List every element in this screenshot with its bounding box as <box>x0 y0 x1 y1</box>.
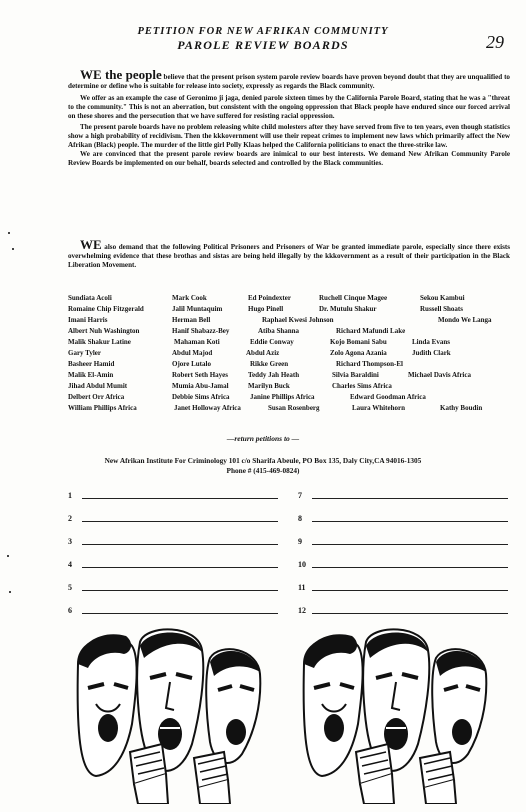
signature-number: 8 <box>298 514 302 523</box>
intro-text <box>68 67 510 168</box>
prisoner-name: Hanif Shabazz-Bey <box>172 327 230 335</box>
signature-number: 9 <box>298 537 302 546</box>
prisoner-name: Marilyn Buck <box>248 382 290 390</box>
prisoner-name: Jihad Abdul Mumit <box>68 382 128 390</box>
prisoner-name: Zolo Agona Azania <box>330 349 387 357</box>
prisoner-name: Richard Mafundi Lake <box>336 327 406 335</box>
page-number: 29 <box>486 32 504 52</box>
signature-line-11[interactable] <box>298 578 508 594</box>
shouting-face-icon <box>78 634 137 776</box>
scan-mark <box>9 591 11 593</box>
signature-blank[interactable] <box>82 590 278 591</box>
petition-title-line1: PETITION FOR NEW AFRIKAN COMMUNITY <box>137 26 389 37</box>
signature-number: 6 <box>68 606 72 615</box>
intro-paragraph-1 <box>68 67 510 91</box>
prisoner-name: Silvia Baraldini <box>332 371 379 379</box>
we-the-people-lead: WE the people <box>80 67 162 82</box>
intro-paragraph-3: The present parole boards have no problem releasing white child molesters after they have served from five to ten years, even though statistics show a high probability of recidivism. Then the kkkovernment will use their repeat crimes to implement new laws which primarily affect the New Afrikan (Black) people. The murder of the little girl Polly Klaas helped the California politicians to enact the three-strike law. <box>68 123 510 149</box>
petition-title-line2: PAROLE REVIEW BOARDS <box>177 38 349 52</box>
signature-line-1[interactable] <box>68 486 278 502</box>
demand-paragraph-text: also demand that the following Political Prisoners and Prisoners of War be granted immediate parole, especially since there exists overwhelming evidence that these brothas and sistas are being held illegally by the kkkovernment as a result of their participation in the Black Liberation Movement. <box>68 243 510 269</box>
signature-blank[interactable] <box>312 613 508 614</box>
prisoner-name: Delbert Orr Africa <box>68 393 125 401</box>
prisoner-name: Gary Tyler <box>68 349 101 357</box>
signature-line-3[interactable] <box>68 532 278 548</box>
signature-number: 12 <box>298 606 306 615</box>
signature-line-12[interactable] <box>298 601 508 617</box>
demand-paragraph <box>68 237 510 270</box>
prisoner-name: Abdul Majod <box>172 349 213 357</box>
prisoner-name: Janet Holloway Africa <box>174 404 241 412</box>
prisoner-name: Sekou Kambui <box>420 294 465 302</box>
signature-line-4[interactable] <box>68 555 278 571</box>
prisoner-name: Jalil Muntaquim <box>172 305 223 313</box>
signature-number: 1 <box>68 491 72 500</box>
prisoner-name: Charles Sims Africa <box>332 382 392 390</box>
prisoner-name: Albert Nuh Washington <box>68 327 140 335</box>
prisoner-name: Russell Shoats <box>420 305 463 313</box>
phone-line: Phone # (415-469-0824) <box>226 465 300 475</box>
prisoner-name: Herman Bell <box>172 316 211 324</box>
prisoner-name: Abdul Aziz <box>246 349 280 357</box>
prisoner-name: Mark Cook <box>172 294 207 302</box>
signature-line-6[interactable] <box>68 601 278 617</box>
prisoner-name: Robert Seth Hayes <box>172 371 228 379</box>
prisoner-name: Teddy Jah Heath <box>248 371 300 379</box>
signature-line-2[interactable] <box>68 509 278 525</box>
prisoner-name: William Phillips Africa <box>68 404 137 412</box>
prisoner-name: Edward Goodman Africa <box>350 393 426 401</box>
signature-blank[interactable] <box>312 498 508 499</box>
signature-line-9[interactable] <box>298 532 508 548</box>
raised-fist-icon <box>194 752 230 804</box>
prisoner-name: Dr. Mutulu Shakur <box>319 305 377 313</box>
return-petitions-label: —return petitions to — <box>226 434 300 443</box>
prisoner-name: Michael Davis Africa <box>408 371 471 379</box>
raised-fist-icon <box>420 752 456 804</box>
signature-blank[interactable] <box>82 521 278 522</box>
prisoner-name: Mondo We Langa <box>438 316 492 324</box>
prisoner-name: Rikke Green <box>250 360 289 368</box>
prisoner-name: Laura Whitehorn <box>352 404 405 412</box>
signature-blank[interactable] <box>82 498 278 499</box>
prisoner-name: Malik Shakur Latine <box>68 338 131 346</box>
return-address <box>0 456 526 475</box>
signature-blank[interactable] <box>82 544 278 545</box>
prisoner-name: Linda Evans <box>412 338 450 346</box>
prisoner-name: Mumia Abu-Jamal <box>172 382 229 390</box>
shouting-face-icon <box>304 634 363 776</box>
signature-blank[interactable] <box>82 613 278 614</box>
signature-number: 10 <box>298 560 306 569</box>
signature-line-10[interactable] <box>298 555 508 571</box>
signature-blank[interactable] <box>312 590 508 591</box>
signature-number: 2 <box>68 514 72 523</box>
prisoner-name: Kathy Boudin <box>440 404 483 412</box>
intro-paragraph-4: We are convinced that the present parole review boards are inimical to our best interests. We demand New Afrikan Community Parole Review Boards be implemented on our behalf, boards selected and controlled by the Black communities. <box>68 150 510 167</box>
prisoner-name: Ruchell Cinque Magee <box>319 294 388 302</box>
signature-blank[interactable] <box>312 521 508 522</box>
shouting-face-icon <box>432 649 486 763</box>
prisoner-name: Imani Harris <box>68 316 108 324</box>
prisoner-name: Raphael Kwesi Johnson <box>262 316 334 324</box>
signature-line-7[interactable] <box>298 486 508 502</box>
protesters-illustration-right <box>300 624 490 804</box>
prisoner-name: Malik El-Amin <box>68 371 114 379</box>
prisoner-name: Basheer Hamid <box>68 360 115 368</box>
prisoner-name: Mahaman Koti <box>174 338 220 346</box>
shouting-face-icon <box>206 649 260 763</box>
signature-number: 11 <box>298 583 306 592</box>
signature-line-5[interactable] <box>68 578 278 594</box>
signature-number: 3 <box>68 537 72 546</box>
prisoner-name: Debbie Sims Africa <box>172 393 230 401</box>
address-line: New Afrikan Institute For Criminology 101 c/o Sharifa Abeule, PO Box 135, Daly City,CA 94016-1305 <box>104 456 422 465</box>
prisoner-name: Ed Poindexter <box>248 294 291 302</box>
protesters-illustration-left <box>74 624 264 804</box>
prisoner-name: Romaine Chip Fitzgerald <box>68 305 144 313</box>
raised-fist-icon <box>356 744 394 804</box>
signature-blank[interactable] <box>82 567 278 568</box>
scan-mark <box>12 248 14 250</box>
scan-mark <box>7 555 9 557</box>
intro-paragraph-2: We offer as an example the case of Geronimo ji jaga, denied parole sixteen times by the California Parole Board, stating that he was a "threat to the community." This is not an aberration, but consistent with the ongoing oppression that Black people have endured since our forced arrival on these shores and the persecution that we have suffered for resisting racial oppression. <box>68 94 510 120</box>
prisoner-name: Janine Phillips Africa <box>250 393 315 401</box>
signature-line-8[interactable] <box>298 509 508 525</box>
prisoner-name: Richard Thompson-El <box>336 360 403 368</box>
prisoner-name: Susan Rosenberg <box>268 404 320 412</box>
signature-number: 4 <box>68 560 72 569</box>
scan-mark <box>8 232 10 234</box>
demand-text <box>68 237 510 270</box>
prisoner-name: Sundiata Acoli <box>68 294 112 302</box>
prisoner-name: Judith Clark <box>412 349 451 357</box>
prisoner-name: Eddie Conway <box>250 338 294 346</box>
we-demand-lead: WE <box>80 237 102 252</box>
prisoner-name: Atiba Shanna <box>258 327 300 335</box>
signature-blank[interactable] <box>312 567 508 568</box>
intro-paragraph-1-text: believe that the present prison system parole review boards have proven beyond doubt that they are unqualified to determine or define who is suitable for release into society, expressly as regards the Black community. <box>68 73 510 90</box>
prisoner-name: Ojore Lutalo <box>172 360 211 368</box>
prisoner-names-list <box>68 294 513 420</box>
signature-number: 5 <box>68 583 72 592</box>
prisoner-name: Kojo Bomani Sabu <box>330 338 387 346</box>
signature-blank[interactable] <box>312 544 508 545</box>
signature-number: 7 <box>298 491 302 500</box>
raised-fist-icon <box>130 744 168 804</box>
prisoner-name: Hugo Pinell <box>248 305 284 313</box>
